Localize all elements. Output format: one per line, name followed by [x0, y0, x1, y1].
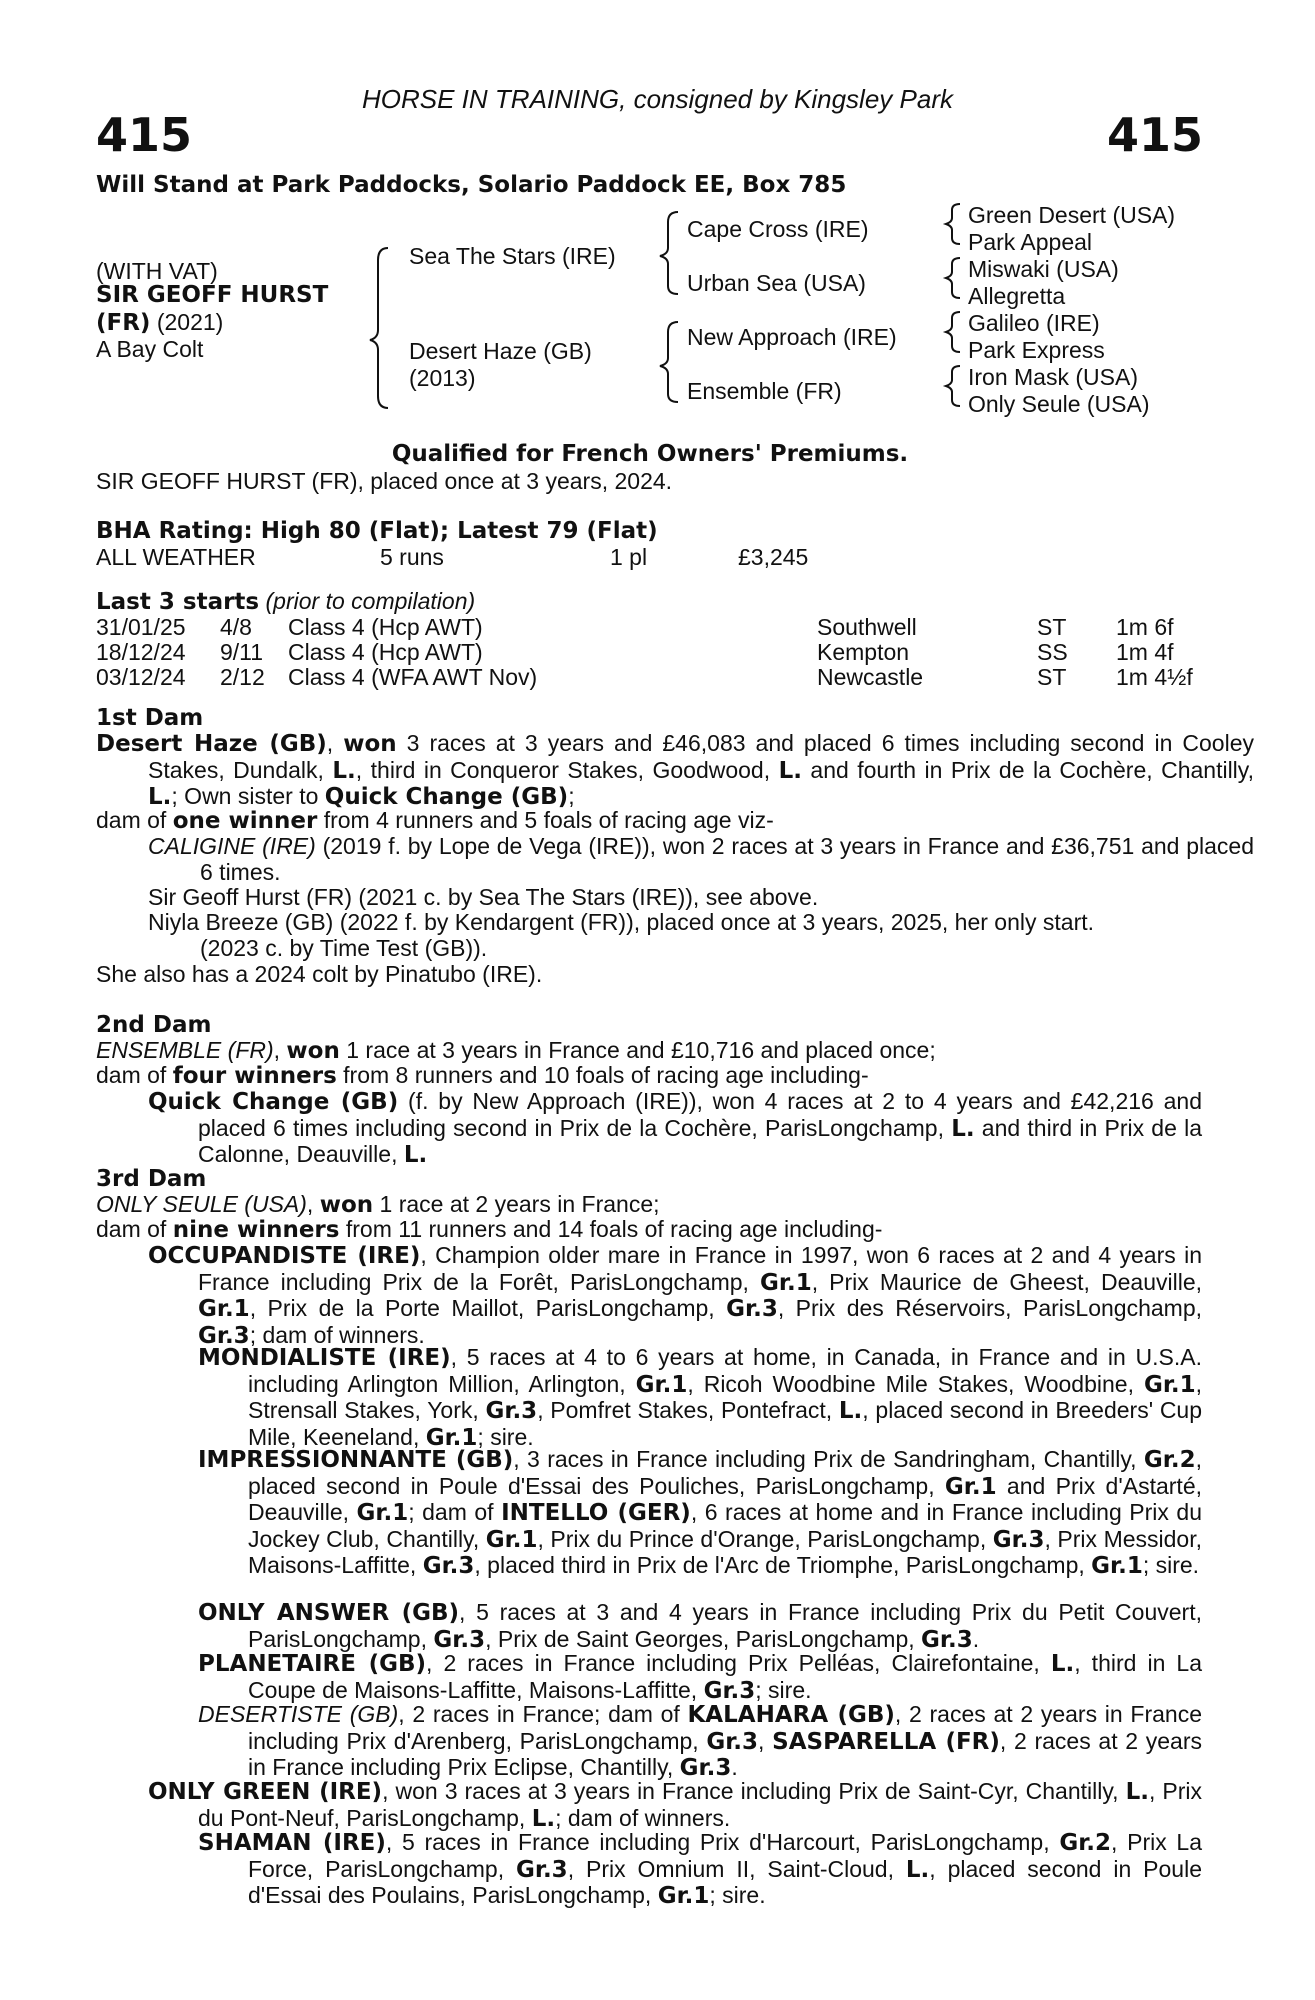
produce-name: ONLY ANSWER (GB): [198, 1600, 459, 1626]
start-distance: 1m 6f: [1116, 614, 1174, 640]
text: ;: [568, 783, 575, 809]
brace-sire: [660, 212, 678, 294]
listed-marker: L.: [531, 1805, 556, 1832]
text: from 11 runners and 14 foals of racing age including-: [339, 1216, 883, 1242]
text: , Prix des Réservoirs, ParisLongchamp,: [777, 1295, 1202, 1321]
ancestor-3: Miswaki (USA): [968, 256, 1119, 282]
listed-marker: L.: [838, 1398, 863, 1424]
brace-gg4: [946, 366, 960, 406]
text: , 5 races in France including Prix d'Harcourt, ParisLongchamp,: [385, 1829, 1060, 1855]
text: ; sire.: [1142, 1552, 1200, 1578]
start-date: 03/12/24: [96, 664, 186, 690]
text: , placed second in Breeders' Cup Mile, Keeneland,: [248, 1397, 1203, 1450]
produce-entry: [198, 1651, 1202, 1704]
listed-marker: L.: [403, 1142, 428, 1168]
brace-main: [370, 248, 388, 408]
premiums-note: Qualified for French Owners' Premiums.: [391, 441, 909, 467]
group-marker: Gr.3: [706, 1728, 759, 1755]
stand-location: Will Stand at Park Paddocks, Solario Paddock EE, Box 785: [96, 172, 847, 198]
text: 3 races at 3 years and £46,083 and placed 6 times including second in Cooley Stakes, Dundalk,: [148, 730, 1254, 783]
grandsire-2: New Approach (IRE): [687, 324, 897, 350]
start-distance: 1m 4f: [1116, 639, 1174, 665]
granddam-2: Ensemble (FR): [687, 378, 842, 404]
produce-name: INTELLO (GER): [501, 1500, 691, 1526]
start-date: 18/12/24: [96, 639, 186, 665]
start-going: ST: [1037, 614, 1067, 640]
second-dam-heading: 2nd Dam: [96, 1012, 212, 1038]
rating-runs: 5 runs: [380, 544, 444, 570]
text: , placed third in Prix de l'Arc de Triomphe, ParisLongchamp,: [474, 1552, 1092, 1578]
brace-gg1: [946, 204, 960, 244]
group-marker: Gr.3: [726, 1296, 778, 1322]
text: , Strensall Stakes, York,: [248, 1370, 1203, 1423]
text: , Prix Messidor, Maisons-Laffitte,: [248, 1525, 1202, 1578]
second-dam-record: ENSEMBLE (FR), won 1 race at 3 years in France and £10,716 and placed once;: [96, 1037, 936, 1064]
group-marker: Gr.1: [198, 1296, 250, 1322]
text: ,: [758, 1727, 773, 1754]
text: , placed second in Poule d'Essai des Pouliches, ParisLongchamp,: [248, 1446, 1202, 1499]
group-marker: Gr.1: [485, 1526, 538, 1553]
text: , Prix La Force, ParisLongchamp,: [248, 1829, 1202, 1882]
text: , Prix Omnium II, Saint-Cloud,: [567, 1855, 906, 1882]
text: , Prix du Prince d'Orange, ParisLongchamp,: [537, 1525, 993, 1552]
ancestor-5: Galileo (IRE): [968, 310, 1100, 336]
text: .: [972, 1625, 980, 1652]
group-marker: Gr.1: [1143, 1371, 1196, 1398]
group-marker: Gr.1: [944, 1473, 997, 1500]
produce-name: ONLY GREEN (IRE): [148, 1779, 383, 1805]
last-starts-title: Last 3 starts: [96, 589, 260, 615]
brace-gg3: [946, 312, 960, 352]
listed-marker: L.: [1050, 1651, 1075, 1677]
won-label: won: [343, 731, 397, 757]
rating-surface: ALL WEATHER: [96, 544, 256, 570]
granddam-1: Urban Sea (USA): [687, 270, 866, 296]
foal-entry: [148, 834, 1254, 885]
won-label: won: [286, 1038, 340, 1064]
produce-entry: [198, 1702, 1202, 1782]
produce-name: KALAHARA (GB): [687, 1702, 895, 1728]
winners-count: nine winners: [172, 1217, 340, 1243]
start-going: ST: [1037, 664, 1067, 690]
group-marker: Gr.1: [657, 1883, 710, 1909]
ancestor-1: Green Desert (USA): [968, 202, 1176, 228]
rating-prize-money: £3,245: [738, 544, 809, 570]
placed-summary: SIR GEOFF HURST (FR), placed once at 3 years, 2024.: [96, 468, 673, 494]
third-dam-heading: 3rd Dam: [96, 1166, 207, 1192]
group-marker: Gr.3: [485, 1398, 538, 1424]
group-marker: Gr.2: [1143, 1447, 1196, 1473]
dam-year: (2013): [409, 365, 476, 391]
text: , third in Conqueror Stakes, Goodwood,: [355, 756, 779, 783]
group-marker: Gr.3: [516, 1856, 568, 1883]
first-dam-heading: 1st Dam: [96, 705, 204, 731]
group-marker: Gr.1: [1091, 1553, 1143, 1579]
lot-number-right: 415: [1106, 108, 1203, 162]
text: ; sire.: [477, 1423, 534, 1450]
text: , placed second in Poule d'Essai des Poulains, ParisLongchamp,: [248, 1855, 1203, 1908]
lot-number-left: 415: [96, 108, 193, 162]
dam-name: Desert Haze (GB): [409, 338, 592, 364]
produce-entry: [148, 1779, 1202, 1832]
horse-country: (FR): [96, 310, 151, 336]
text: 1 race at 3 years in France and £10,716 and placed once;: [339, 1037, 936, 1063]
text: ; sire.: [709, 1882, 766, 1908]
text: , Champion older mare in France in 1997, won 6 races at 2 and 4 years in France including Prix de la Forêt, ParisLongchamp,: [198, 1242, 1202, 1295]
horse-description: A Bay Colt: [96, 336, 204, 362]
listed-marker: L.: [905, 1856, 930, 1883]
start-class: Class 4 (Hcp AWT): [288, 614, 483, 640]
text: ; dam of winners.: [249, 1321, 425, 1348]
text: from 8 runners and 10 foals of racing age including-: [336, 1062, 869, 1088]
winners-count: four winners: [172, 1063, 337, 1089]
vat-note: (WITH VAT): [96, 258, 218, 284]
brace-dam: [660, 322, 678, 402]
produce-name: Quick Change (GB): [148, 1089, 399, 1115]
text: and third in Prix de la Calonne, Deauville,: [198, 1114, 1203, 1167]
bha-rating: BHA Rating: High 80 (Flat); Latest 79 (Flat): [96, 518, 658, 544]
produce-name: MONDIALISTE (IRE): [198, 1345, 451, 1371]
listed-marker: L.: [148, 784, 172, 810]
group-marker: Gr.1: [425, 1424, 478, 1451]
text: , won 3 races at 3 years in France including Prix de Saint-Cyr, Chantilly,: [382, 1778, 1126, 1804]
group-marker: Gr.3: [992, 1526, 1045, 1553]
sire-name: Sea The Stars (IRE): [409, 243, 616, 269]
text: , 2 races at 2 years in France including Prix Eclipse, Chantilly,: [248, 1727, 1203, 1780]
text: , 2 races at 2 years in France including Prix d'Arenberg, ParisLongchamp,: [248, 1701, 1203, 1754]
foal-entry: Niyla Breeze (GB) (2022 f. by Kendargent (FR)), placed once at 3 years, 2025, her only start.: [148, 909, 1095, 935]
won-label: won: [319, 1192, 374, 1218]
group-marker: Gr.1: [635, 1371, 688, 1398]
first-dam-record: Desert Haze (GB), won 3 races at 3 years and £46,083 and placed 6 times including second in Cooley Stakes, Dundalk, L., third in Conqueror Stakes, Goodwood, L. and fourth in Prix de la Cochère, Chantilly, L.; Own sister to Quick Change (GB);: [96, 730, 1254, 810]
text: , Pomfret Stakes, Pontefract,: [537, 1397, 839, 1423]
horse-year: (2021): [150, 309, 224, 335]
produce-entry: [198, 1447, 1202, 1580]
start-course: Southwell: [817, 614, 917, 640]
text: (f. by New Approach (IRE)), won 4 races at 2 to 4 years and £42,216 and placed 6 times including second in Prix de la Cochère, ParisLongchamp,: [198, 1088, 1203, 1141]
produce-entry: [148, 1089, 1202, 1169]
listed-marker: L.: [1125, 1779, 1149, 1805]
group-marker: Gr.3: [921, 1626, 973, 1653]
listed-marker: L.: [951, 1115, 975, 1142]
produce-entry: [148, 1243, 1202, 1349]
start-going: SS: [1037, 639, 1068, 665]
text: from 4 runners and 5 foals of racing age viz-: [317, 807, 774, 833]
grandsire-1: Cape Cross (IRE): [687, 216, 869, 242]
text: dam of: [96, 807, 173, 833]
group-marker: Gr.3: [198, 1322, 250, 1349]
produce-name: SHAMAN (IRE): [198, 1830, 386, 1856]
start-date: 31/01/25: [96, 614, 186, 640]
produce-name: DESERTISTE (GB): [198, 1701, 399, 1727]
last-starts-note: (prior to compilation): [265, 588, 476, 614]
text: 1 race at 2 years in France;: [373, 1191, 660, 1217]
start-class: Class 4 (Hcp AWT): [288, 639, 483, 665]
ancestor-6: Park Express: [968, 337, 1105, 363]
start-course: Kempton: [817, 639, 910, 665]
produce-name: SASPARELLA (FR): [772, 1728, 1000, 1755]
produce-name: IMPRESSIONNANTE (GB): [198, 1447, 514, 1473]
group-marker: Gr.3: [679, 1755, 732, 1781]
text: dam of: [96, 1062, 173, 1088]
rating-placings: 1 pl: [610, 544, 648, 570]
group-marker: Gr.3: [422, 1553, 475, 1579]
start-class: Class 4 (WFA AWT Nov): [288, 664, 538, 690]
produce-name: PLANETAIRE (GB): [198, 1651, 427, 1677]
start-position: 4/8: [220, 614, 252, 640]
text: , Prix de la Porte Maillot, ParisLongchamp,: [249, 1295, 727, 1321]
group-marker: Gr.1: [356, 1500, 409, 1526]
text: , 2 races in France; dam of: [398, 1701, 688, 1727]
text: and Prix d'Astarté, Deauville,: [248, 1472, 1202, 1525]
foal-name: CALIGINE (IRE): [148, 833, 316, 859]
text: ; dam of: [408, 1499, 502, 1525]
produce-entry: [198, 1830, 1202, 1910]
text: , Ricoh Woodbine Mile Stakes, Woodbine,: [687, 1370, 1144, 1397]
winners-count: one winner: [172, 808, 318, 834]
text: , 3 races in France including Prix de Sandringham, Chantilly,: [513, 1446, 1144, 1472]
brace-gg2: [946, 258, 960, 298]
group-marker: Gr.3: [433, 1626, 486, 1653]
produce-entry: [198, 1600, 1202, 1653]
group-marker: Gr.1: [760, 1269, 812, 1296]
third-dam-record: ONLY SEULE (USA), won 1 race at 2 years in France;: [96, 1191, 660, 1218]
foal-entry: Sir Geoff Hurst (FR) (2021 c. by Sea The Stars (IRE)), see above.: [148, 884, 819, 910]
text: , Prix Maurice de Gheest, Deauville,: [811, 1268, 1202, 1295]
start-distance: 1m 4½f: [1116, 664, 1193, 690]
ancestor-8: Only Seule (USA): [968, 391, 1150, 417]
text: , 5 races at 3 and 4 years in France including Prix du Petit Couvert, ParisLongchamp,: [248, 1599, 1202, 1652]
second-dam-name: ENSEMBLE (FR): [96, 1037, 274, 1063]
text: ; dam of winners.: [555, 1804, 731, 1831]
produce-entry: [198, 1345, 1202, 1451]
group-marker: Gr.3: [703, 1677, 756, 1704]
ancestor-2: Park Appeal: [968, 229, 1093, 255]
ancestor-7: Iron Mask (USA): [968, 364, 1138, 390]
catalogue-header: HORSE IN TRAINING, consigned by Kingsley Park: [362, 84, 953, 114]
also-has-note: She also has a 2024 colt by Pinatubo (IRE).: [96, 961, 543, 987]
text: (2019 f. by Lope de Vega (IRE)), won 2 races at 3 years in France and £36,751 and placed 6 times.: [200, 833, 1254, 885]
sister-name: Quick Change (GB): [324, 784, 569, 810]
text: , 6 races at home and in France including Prix du Jockey Club, Chantilly,: [248, 1499, 1202, 1552]
group-marker: Gr.2: [1059, 1830, 1111, 1856]
start-course: Newcastle: [817, 664, 924, 690]
third-dam-name: ONLY SEULE (USA): [96, 1191, 307, 1217]
text: , third in La Coupe de Maisons-Laffitte, Maisons-Laffitte,: [248, 1650, 1202, 1703]
text: , Prix de Saint Georges, ParisLongchamp,: [485, 1625, 922, 1652]
third-dam-produce-summary: [96, 1217, 1202, 1244]
foal-entry: (2023 c. by Time Test (GB)).: [200, 935, 488, 961]
horse-name: SIR GEOFF HURST: [96, 282, 329, 308]
text: and fourth in Prix de la Cochère, Chantilly,: [801, 756, 1254, 783]
ancestor-4: Allegretta: [968, 283, 1066, 309]
start-position: 2/12: [220, 664, 265, 690]
last-starts-heading: [96, 588, 475, 615]
first-dam-produce-summary: [96, 808, 1202, 835]
listed-marker: L.: [332, 757, 356, 784]
text: .: [731, 1754, 738, 1780]
text: , 5 races at 4 to 6 years at home, in Canada, in France and in U.S.A. including Arlington Million, Arlington,: [248, 1344, 1203, 1397]
start-position: 9/11: [220, 639, 264, 665]
text: ; sire.: [755, 1676, 812, 1703]
text: ; Own sister to: [171, 783, 325, 809]
listed-marker: L.: [778, 757, 802, 784]
second-dam-produce-summary: [96, 1063, 1202, 1090]
text: , Prix du Pont-Neuf, ParisLongchamp,: [198, 1778, 1203, 1831]
text: dam of: [96, 1216, 173, 1242]
first-dam-name: Desert Haze (GB): [96, 731, 327, 757]
text: , 2 races in France including Prix Pelléas, Clairefontaine,: [426, 1650, 1051, 1676]
produce-name: OCCUPANDISTE (IRE): [148, 1243, 421, 1269]
